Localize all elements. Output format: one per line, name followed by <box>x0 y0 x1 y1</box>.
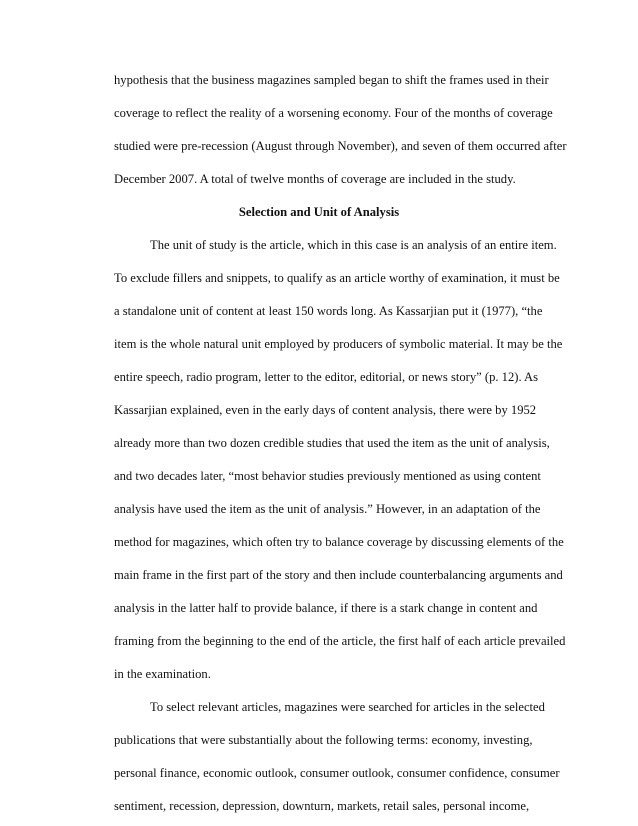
text-line: December 2007. A total of twelve months of coverage are included in the study. <box>114 172 516 186</box>
text-line: main frame in the first part of the story and then include counterbalancing arguments and <box>114 568 563 582</box>
text-line: framing from the beginning to the end of the article, the first half of each article prevailed <box>114 634 566 648</box>
text-line: already more than two dozen credible studies that used the item as the unit of analysis, <box>114 436 550 450</box>
text-line: Kassarjian explained, even in the early days of content analysis, there were by 1952 <box>114 403 537 417</box>
text-line: entire speech, radio program, letter to the editor, editorial, or news story” (p. 12). As <box>114 370 539 384</box>
text-line: coverage to reflect the reality of a worsening economy. Four of the months of coverage <box>114 106 553 120</box>
text-line: The unit of study is the article, which in this case is an analysis of an entire item. <box>150 238 557 252</box>
text-line: analysis in the latter half to provide balance, if there is a stark change in content and <box>114 601 538 615</box>
text-line: personal finance, economic outlook, consumer outlook, consumer confidence, consumer <box>114 766 560 780</box>
text-line: analysis have used the item as the unit of analysis.” However, in an adaptation of the <box>114 502 541 516</box>
text-line: To select relevant articles, magazines were searched for articles in the selected <box>150 700 545 714</box>
text-line: a standalone unit of content at least 150 words long. As Kassarjian put it (1977), “the <box>114 304 543 318</box>
text-line: sentiment, recession, depression, downturn, markets, retail sales, personal income, <box>114 799 530 813</box>
text-line: studied were pre-recession (August through November), and seven of them occurred after <box>114 139 567 153</box>
text-line: item is the whole natural unit employed by producers of symbolic material. It may be the <box>114 337 563 351</box>
text-line: method for magazines, which often try to balance coverage by discussing elements of the <box>114 535 564 549</box>
text-line: in the examination. <box>114 667 211 681</box>
text-line: hypothesis that the business magazines sampled began to shift the frames used in their <box>114 73 549 87</box>
text-line: and two decades later, “most behavior studies previously mentioned as using content <box>114 469 541 483</box>
text-line: To exclude fillers and snippets, to qualify as an article worthy of examination, it must be <box>114 271 560 285</box>
section-heading: Selection and Unit of Analysis <box>238 205 400 219</box>
text-line: publications that were substantially about the following terms: economy, investing, <box>114 733 533 747</box>
